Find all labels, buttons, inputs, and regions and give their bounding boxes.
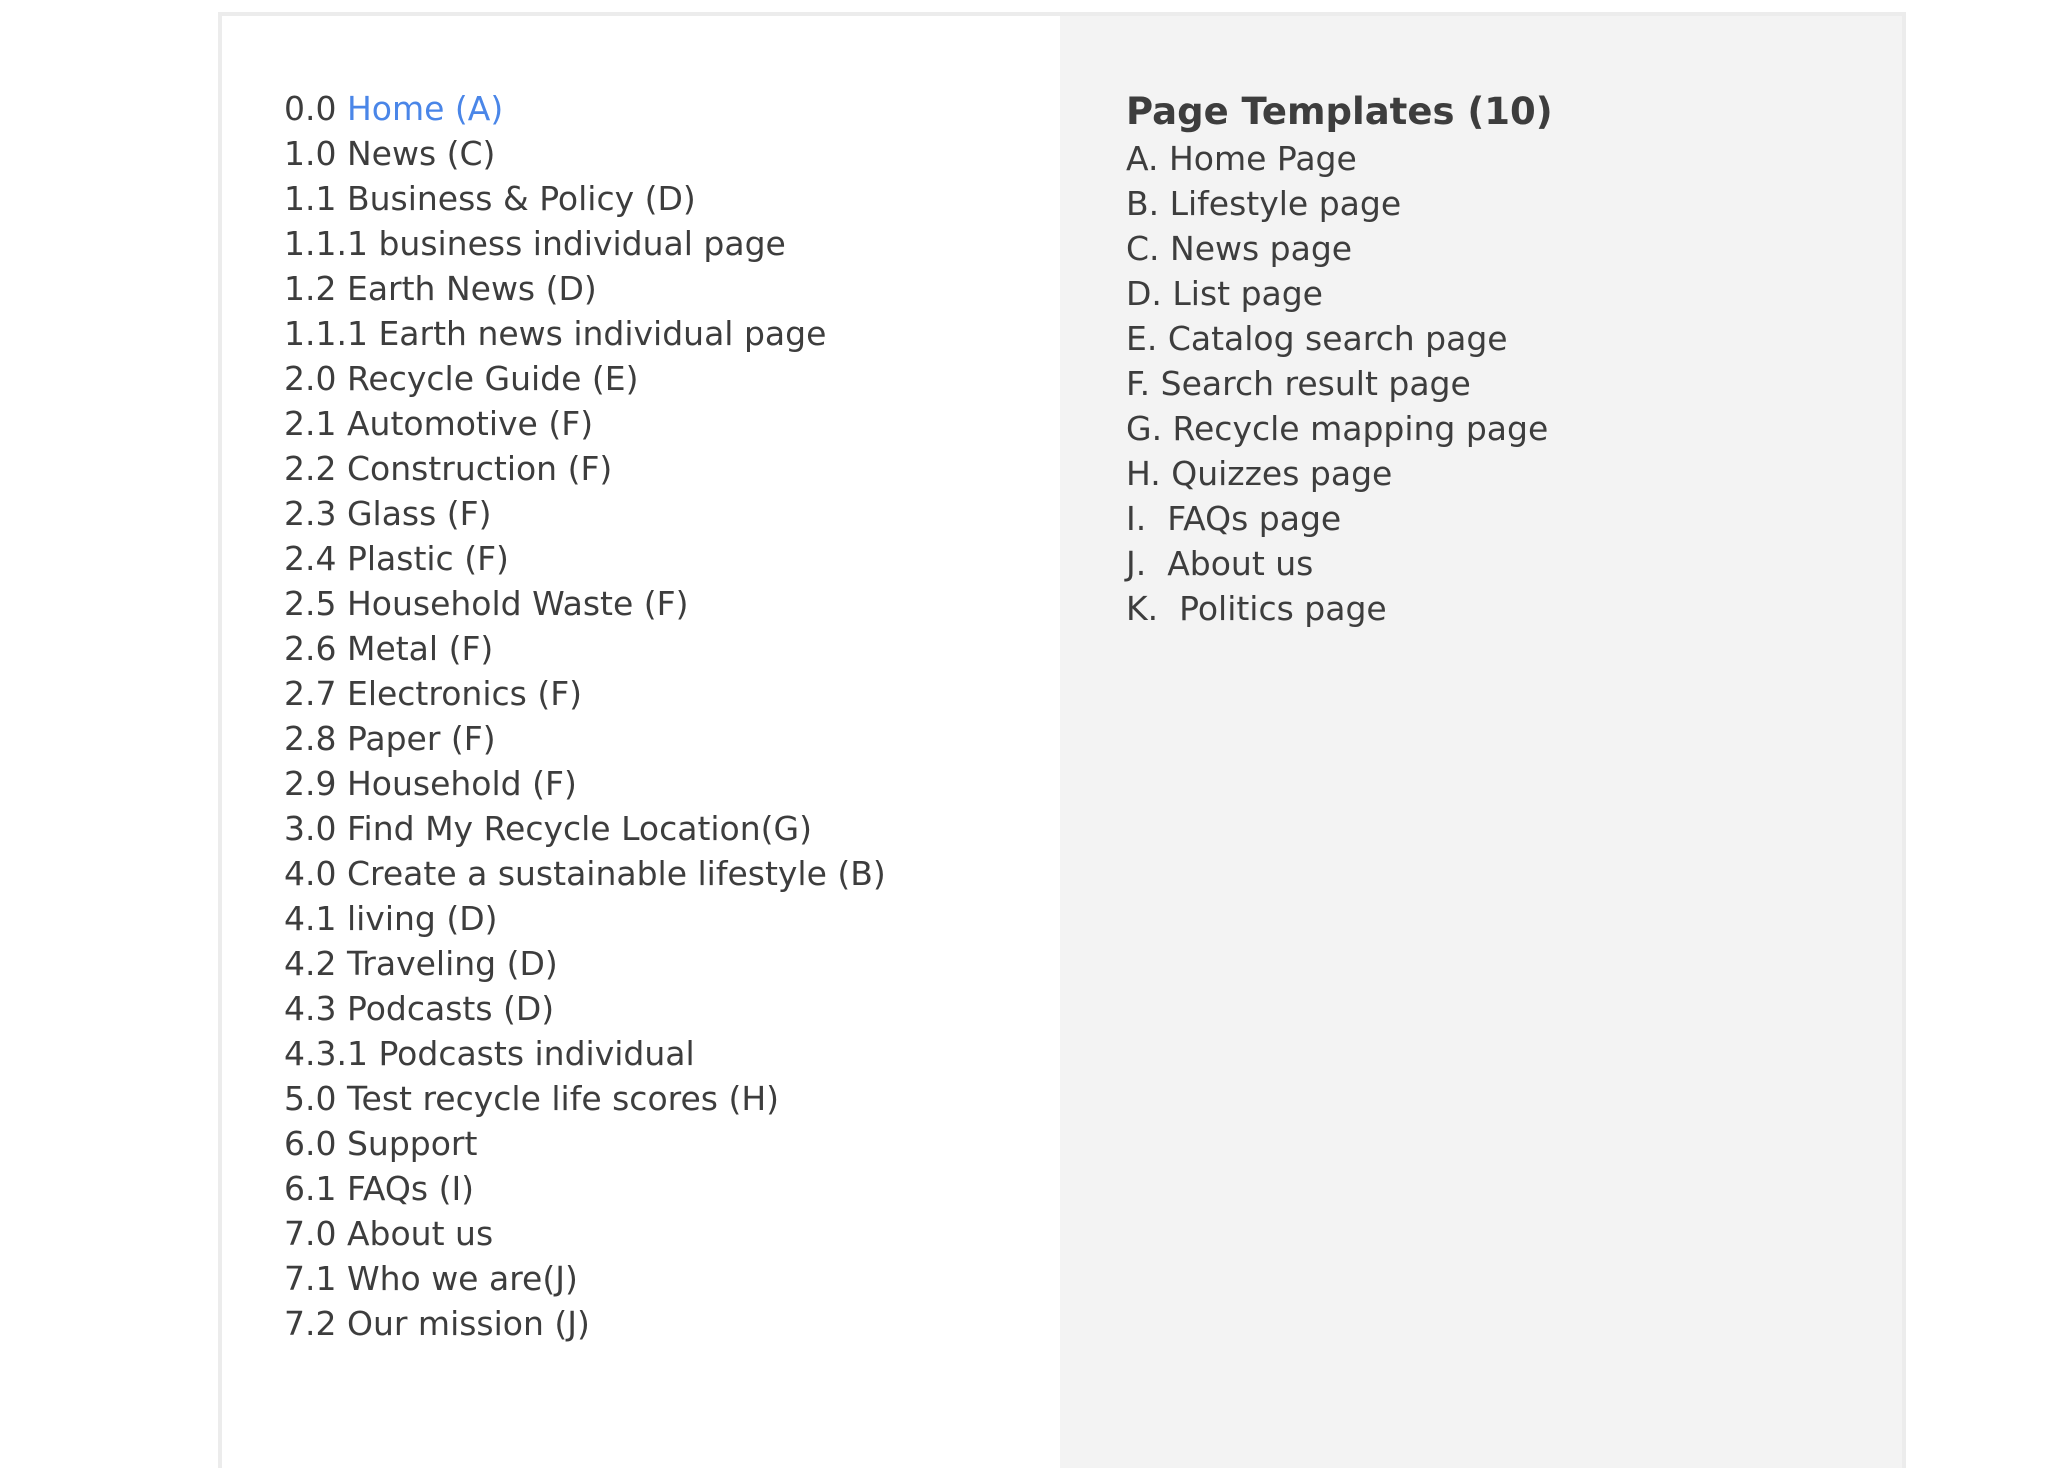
sitemap-item-support: 6.0 Support: [284, 1124, 478, 1163]
template-item: A. Home Page: [1126, 139, 1357, 178]
template-item: G. Recycle mapping page: [1126, 409, 1549, 448]
template-item: F. Search result page: [1126, 364, 1471, 403]
templates-list: [1126, 136, 1902, 631]
sitemap-item-glass: 2.3 Glass (F): [284, 494, 492, 533]
home-link[interactable]: Home (A): [346, 89, 504, 128]
sitemap-item-construction: 2.2 Construction (F): [284, 449, 613, 488]
sitemap-item-earth-news-individual: 1.1.1 Earth news individual page: [284, 314, 827, 353]
sitemap-item-prefix: 0.0: [284, 89, 347, 128]
template-item: H. Quizzes page: [1126, 454, 1393, 493]
sitemap-item-business-policy: 1.1 Business & Policy (D): [284, 179, 696, 218]
template-item: K. Politics page: [1126, 589, 1387, 628]
template-item: B. Lifestyle page: [1126, 184, 1402, 223]
document-frame: [218, 12, 1906, 1468]
sitemap-item-electronics: 2.7 Electronics (F): [284, 674, 583, 713]
template-item: J. About us: [1126, 544, 1314, 583]
templates-title: Page Templates (10): [1126, 90, 1553, 133]
sitemap-item-podcasts: 4.3 Podcasts (D): [284, 989, 555, 1028]
sitemap-item-find-location: 3.0 Find My Recycle Location(G): [284, 809, 812, 848]
template-item: I. FAQs page: [1126, 499, 1342, 538]
template-item: E. Catalog search page: [1126, 319, 1508, 358]
template-item: C. News page: [1126, 229, 1353, 268]
sitemap-list: [284, 86, 1060, 1346]
sitemap-item-who-we-are: 7.1 Who we are(J): [284, 1259, 578, 1298]
sitemap-item-household-waste: 2.5 Household Waste (F): [284, 584, 689, 623]
sitemap-item-traveling: 4.2 Traveling (D): [284, 944, 558, 983]
sitemap-item-recycle-guide: 2.0 Recycle Guide (E): [284, 359, 639, 398]
sitemap-item-plastic: 2.4 Plastic (F): [284, 539, 509, 578]
sitemap-item-our-mission: 7.2 Our mission (J): [284, 1304, 590, 1343]
sitemap-item-home: [284, 86, 1060, 131]
sitemap-item-metal: 2.6 Metal (F): [284, 629, 494, 668]
sitemap-item-paper: 2.8 Paper (F): [284, 719, 496, 758]
sitemap-item-test-scores: 5.0 Test recycle life scores (H): [284, 1079, 780, 1118]
template-item: D. List page: [1126, 274, 1323, 313]
sitemap-item-faqs: 6.1 FAQs (I): [284, 1169, 475, 1208]
sitemap-item-business-individual: 1.1.1 business individual page: [284, 224, 786, 263]
sitemap-item-sustainable-lifestyle: 4.0 Create a sustainable lifestyle (B): [284, 854, 886, 893]
sitemap-item-living: 4.1 living (D): [284, 899, 498, 938]
sitemap-item-automotive: 2.1 Automotive (F): [284, 404, 594, 443]
templates-panel: [1060, 16, 1902, 1468]
sitemap-item-about-us: 7.0 About us: [284, 1214, 494, 1253]
sitemap-panel: [222, 16, 1060, 1468]
sitemap-item-earth-news: 1.2 Earth News (D): [284, 269, 597, 308]
sitemap-item-news: 1.0 News (C): [284, 134, 496, 173]
sitemap-item-household: 2.9 Household (F): [284, 764, 577, 803]
sitemap-item-podcasts-individual: 4.3.1 Podcasts individual: [284, 1034, 695, 1073]
